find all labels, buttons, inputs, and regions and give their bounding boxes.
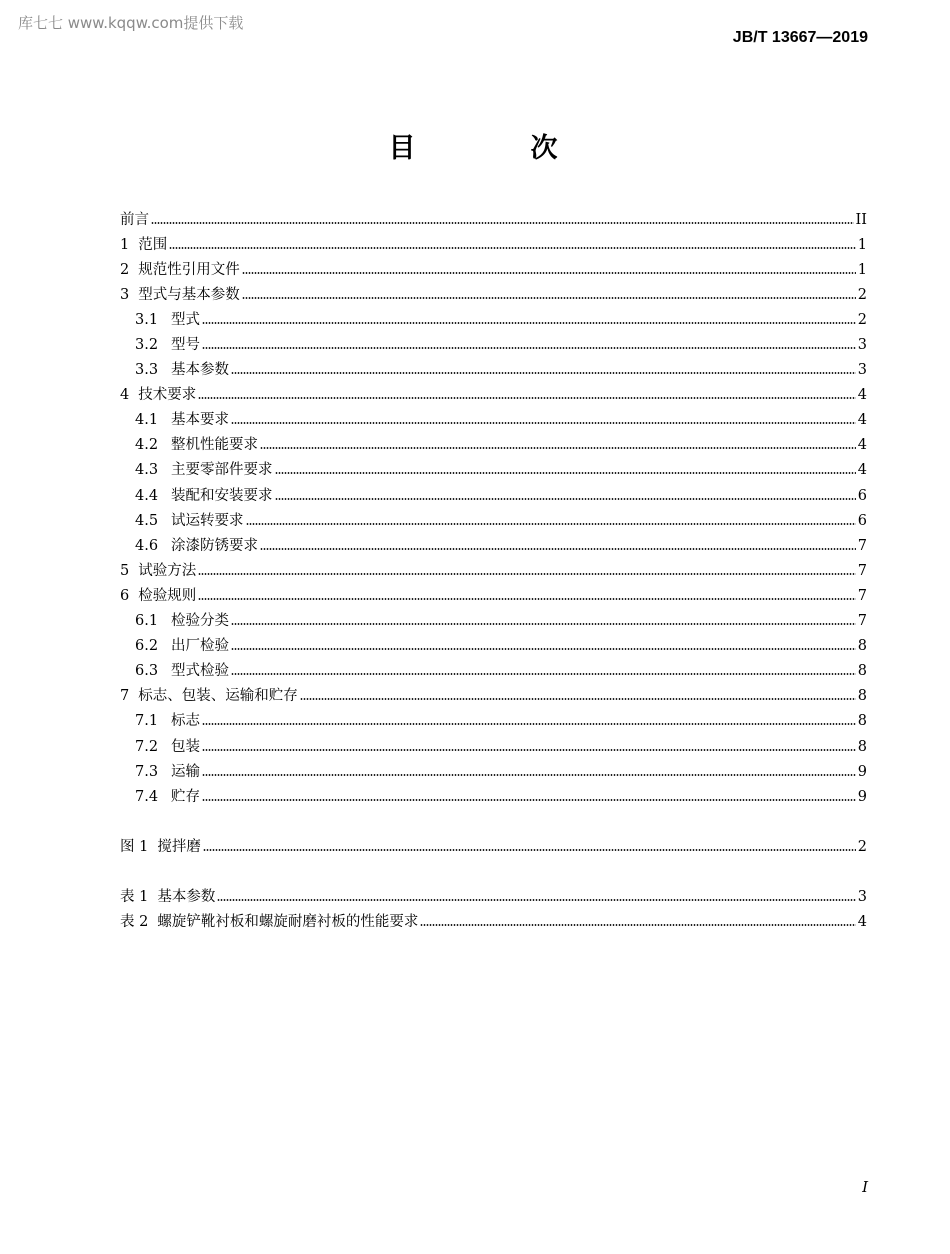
toc-entry-label: 出厂检验	[171, 638, 229, 655]
toc-entry[interactable]	[120, 433, 867, 458]
toc-entry[interactable]	[120, 207, 867, 232]
toc-entry-page: 2	[857, 311, 867, 328]
toc-entry-label: 基本参数	[171, 362, 229, 379]
table-of-contents	[120, 207, 867, 935]
dot-leader	[202, 347, 856, 349]
toc-entry-page: 9	[857, 763, 867, 780]
toc-entry-label: 型号	[171, 337, 200, 354]
dot-leader	[198, 598, 856, 600]
dot-leader	[151, 222, 854, 224]
toc-entry-number: 5	[120, 562, 130, 579]
dot-leader	[198, 573, 856, 575]
dot-leader	[231, 372, 856, 374]
toc-entry-number: 4.2	[135, 437, 159, 454]
toc-entry-page: 7	[857, 562, 867, 579]
toc-entry[interactable]	[120, 759, 867, 784]
toc-entry[interactable]	[120, 634, 867, 659]
dot-leader	[300, 698, 856, 700]
toc-entry-page: 8	[857, 738, 867, 755]
toc-entry-label: 范围	[138, 236, 168, 253]
toc-entry-page: 8	[857, 638, 867, 655]
toc-entry-page: 4	[857, 387, 867, 404]
toc-entry-page: 2	[857, 838, 867, 855]
toc-entry-page: 3	[857, 888, 867, 905]
toc-entry[interactable]	[120, 834, 867, 859]
toc-entry[interactable]	[120, 583, 867, 608]
toc-entry-label: 型式	[171, 311, 200, 328]
toc-entry-number: 3.3	[135, 362, 159, 379]
dot-leader	[242, 272, 856, 274]
toc-entry-label: 检验规则	[138, 587, 197, 604]
toc-entry[interactable]	[120, 734, 867, 759]
toc-entry-number: 7.1	[135, 713, 159, 730]
toc-entry[interactable]	[120, 508, 867, 533]
toc-entry-page: 4	[857, 412, 867, 429]
toc-entry[interactable]	[120, 659, 867, 684]
toc-entry-label: 检验分类	[171, 613, 229, 630]
toc-entry[interactable]	[120, 684, 867, 709]
dot-leader	[202, 322, 856, 324]
toc-entry-label: 螺旋铲靴衬板和螺旋耐磨衬板的性能要求	[157, 913, 419, 930]
toc-entry-page: 4	[857, 913, 867, 930]
toc-entry[interactable]	[120, 909, 867, 934]
toc-entry-number: 表 2	[120, 913, 149, 930]
toc-entry-number: 4	[120, 387, 130, 404]
toc-entry-label: 标志	[171, 713, 200, 730]
dot-leader	[231, 648, 856, 650]
dot-leader	[203, 849, 856, 851]
toc-entry-page: 3	[857, 362, 867, 379]
toc-entry-number: 4.1	[135, 412, 159, 429]
dot-leader	[231, 673, 856, 675]
toc-entry-number: 6.3	[135, 663, 159, 680]
dot-leader	[202, 774, 856, 776]
toc-entry-number: 7.3	[135, 763, 159, 780]
toc-entry[interactable]	[120, 282, 867, 307]
toc-entry-number: 7	[120, 688, 130, 705]
toc-entry[interactable]	[120, 383, 867, 408]
toc-entry-label: 整机性能要求	[171, 437, 258, 454]
toc-entry-page: 8	[857, 688, 867, 705]
toc-entry-page: 4	[857, 462, 867, 479]
toc-entry-label: 主要零部件要求	[171, 462, 273, 479]
toc-entry-label: 运输	[171, 763, 200, 780]
toc-entry[interactable]	[120, 784, 867, 809]
dot-leader	[231, 422, 856, 424]
page-folio: I	[862, 1178, 868, 1196]
dot-leader	[202, 799, 856, 801]
dot-leader	[198, 397, 856, 399]
toc-entry-label: 包装	[171, 738, 200, 755]
toc-entry-number: 3	[120, 286, 130, 303]
toc-entry-number: 7.2	[135, 738, 159, 755]
toc-entry[interactable]	[120, 458, 867, 483]
toc-entry-page: 1	[857, 261, 867, 278]
toc-entry-label: 型式检验	[171, 663, 229, 680]
toc-entry-label: 试验方法	[138, 562, 197, 579]
toc-entry[interactable]	[120, 609, 867, 634]
toc-entry-page: 7	[857, 587, 867, 604]
toc-entry-page: 8	[857, 663, 867, 680]
toc-entry-page: 7	[857, 537, 867, 554]
toc-entry-page: 7	[857, 613, 867, 630]
dot-leader	[202, 723, 856, 725]
toc-entry-label: 基本参数	[157, 888, 216, 905]
toc-entry-number: 1	[120, 236, 130, 253]
toc-entry-number: 3.2	[135, 337, 159, 354]
toc-entry-label: 技术要求	[138, 387, 197, 404]
toc-entry-number: 6	[120, 587, 130, 604]
toc-entry-label: 涂漆防锈要求	[171, 537, 258, 554]
toc-entry-number: 3.1	[135, 311, 159, 328]
toc-entry[interactable]	[120, 533, 867, 558]
dot-leader	[231, 623, 856, 625]
toc-entry-number: 4.5	[135, 512, 159, 529]
dot-leader	[217, 899, 855, 901]
dot-leader	[169, 247, 856, 249]
dot-leader	[202, 749, 856, 751]
toc-entry-label: 贮存	[171, 788, 200, 805]
toc-entry-label: 试运转要求	[171, 512, 244, 529]
toc-entry[interactable]	[120, 358, 867, 383]
standard-code: JB/T 13667—2019	[732, 29, 868, 46]
toc-entry-number: 6.2	[135, 638, 159, 655]
toc-entry-page: II	[855, 211, 867, 228]
toc-entry-label: 标志、包装、运输和贮存	[138, 688, 298, 705]
toc-entry-number: 表 1	[120, 888, 149, 905]
dot-leader	[275, 498, 856, 500]
toc-entry-label: 搅拌磨	[157, 838, 201, 855]
toc-entry[interactable]	[120, 408, 867, 433]
toc-entry-page: 1	[857, 236, 867, 253]
toc-entry-label: 型式与基本参数	[138, 286, 240, 303]
dot-leader	[420, 924, 855, 926]
toc-entry-number: 6.1	[135, 613, 159, 630]
toc-entry[interactable]	[120, 332, 867, 357]
toc-entry-page: 6	[857, 512, 867, 529]
toc-entry-number: 4.3	[135, 462, 159, 479]
toc-entry-number: 2	[120, 261, 130, 278]
toc-entry-number: 4.6	[135, 537, 159, 554]
toc-entry-number: 7.4	[135, 788, 159, 805]
dot-leader	[242, 297, 856, 299]
toc-entry-page: 4	[857, 437, 867, 454]
toc-entry[interactable]	[120, 709, 867, 734]
dot-leader	[260, 548, 856, 550]
toc-entry-page: 8	[857, 713, 867, 730]
toc-entry-page: 2	[857, 286, 867, 303]
toc-entry[interactable]	[120, 884, 867, 909]
dot-leader	[275, 472, 856, 474]
dot-leader	[246, 523, 856, 525]
toc-entry-page: 6	[857, 487, 867, 504]
toc-entry-number: 4.4	[135, 487, 159, 504]
toc-entry-label: 前言	[120, 211, 149, 228]
toc-entry-label: 规范性引用文件	[138, 261, 240, 278]
toc-entry-number: 图 1	[120, 838, 149, 855]
watermark: 库七七 www.kqqw.com提供下载	[18, 14, 244, 32]
toc-entry-label: 装配和安装要求	[171, 487, 273, 504]
toc-entry-page: 9	[857, 788, 867, 805]
toc-entry[interactable]	[120, 232, 867, 257]
toc-entry[interactable]	[120, 558, 867, 583]
toc-entry[interactable]	[120, 307, 867, 332]
toc-entry-label: 基本要求	[171, 412, 229, 429]
page-title: 目 次	[388, 133, 602, 164]
toc-entry[interactable]	[120, 483, 867, 508]
toc-entry[interactable]	[120, 257, 867, 282]
dot-leader	[260, 447, 856, 449]
toc-entry-page: 3	[857, 337, 867, 354]
